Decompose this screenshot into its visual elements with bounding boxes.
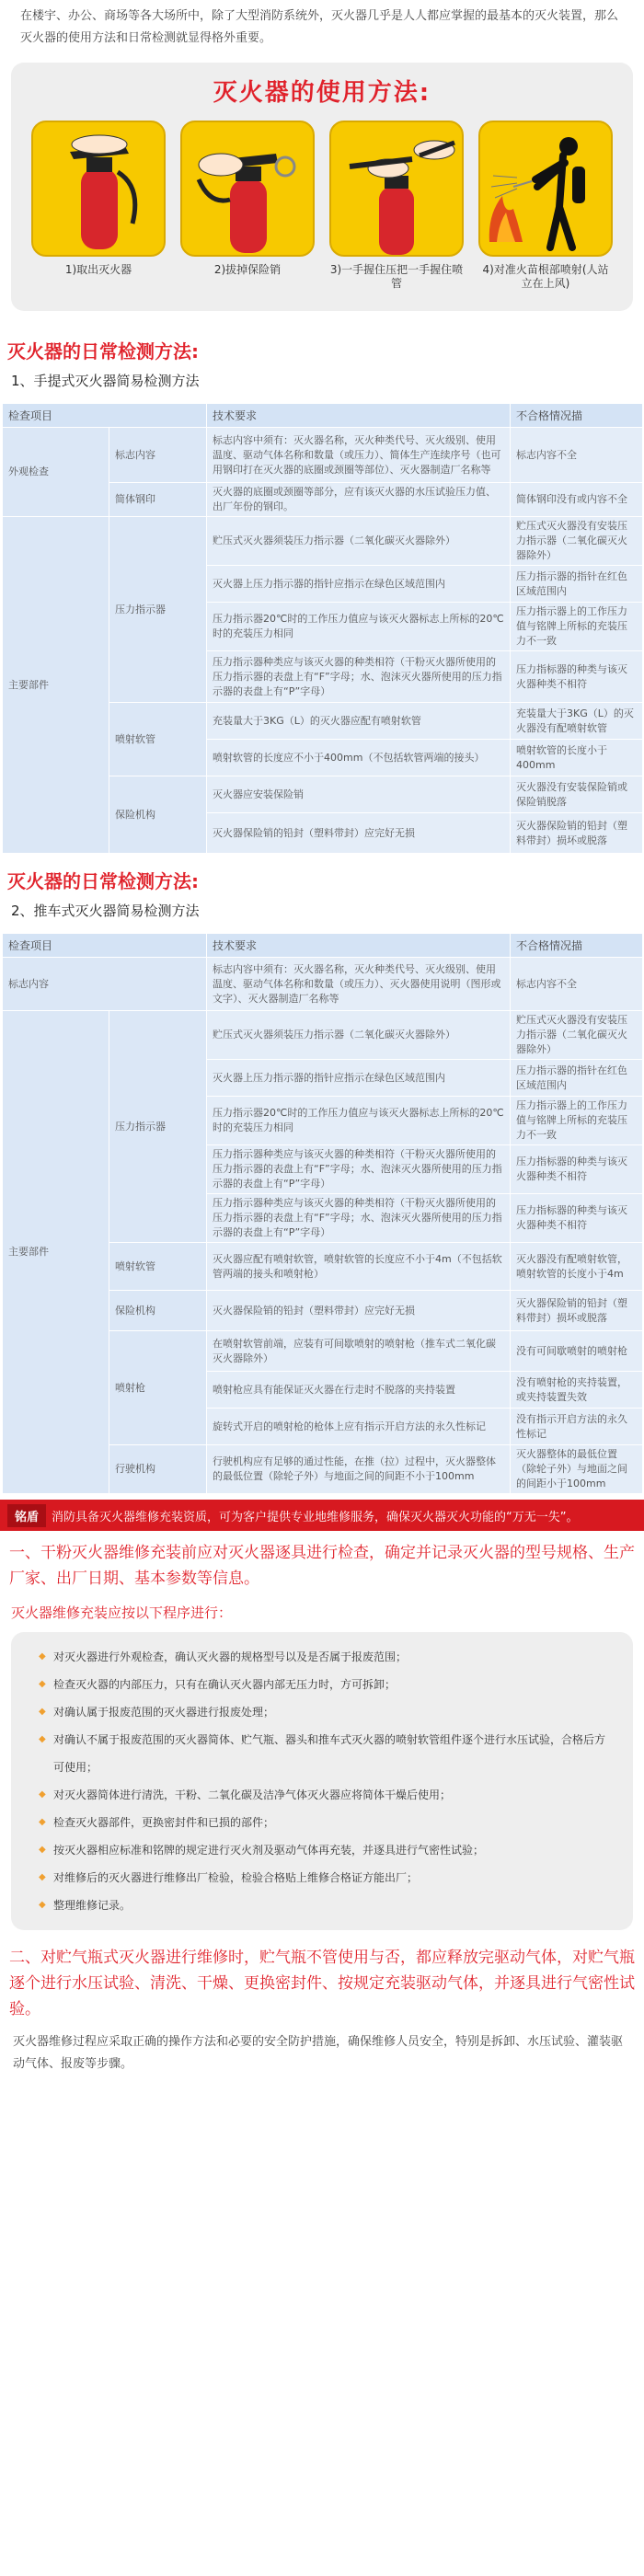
procedure-item: ◆ 对维修后的灭火器进行维修出厂检验，检验合格贴上维修合格证方能出厂； — [53, 1864, 615, 1892]
handheld-check-table — [2, 403, 643, 854]
table-header-cell: 技术要求 — [207, 404, 511, 428]
requirement-cell: 贮压式灭火器须装压力指示器（二氧化碳灭火器除外） — [207, 1011, 511, 1060]
inspection-paragraph: 一、干粉灭火器维修充装前应对灭火器逐具进行检查，确定并记录灭火器的型号规格、生产厂家、出厂日期、基本参数等信息。 — [9, 1544, 635, 1588]
failure-cell: 压力指示器上的工作压力值与铭牌上所标的充装压力不一致 — [511, 1097, 643, 1145]
requirement-cell: 在喷射软管前端，应装有可间歇喷射的喷射枪（推车式二氧化碳灭火器除外） — [207, 1331, 511, 1372]
procedure-item: ◆ 检查灭火器部件，更换密封件和已损的部件； — [53, 1809, 615, 1836]
sub-item-cell: 简体钢印 — [109, 483, 207, 517]
requirement-cell: 灭火器上压力指示器的指针应指示在绿色区域范围内 — [207, 1060, 511, 1097]
failure-cell: 贮压式灭火器没有安装压力指示器（二氧化碳灭火器除外） — [511, 517, 643, 566]
failure-cell: 压力指示器上的工作压力值与铭牌上所标的充装压力不一致 — [511, 603, 643, 651]
grip-handle-illustration — [329, 121, 464, 257]
check-item-cell: 标志内容 — [3, 958, 207, 1011]
cart-subtitle: 2、推车式灭火器简易检测方法 — [11, 903, 200, 919]
sub-item-cell: 喷射软管 — [109, 703, 207, 776]
requirement-cell: 压力指示器种类应与该灭火器的种类相符（干粉灭火器所使用的压力指示器的表盘上有“F”字母；水、泡沫灭火器所使用的压力指示器的表盘上有“P”字母） — [207, 1194, 511, 1243]
handheld-subtitle: 1、手提式灭火器简易检测方法 — [11, 373, 200, 389]
failure-cell: 灭火器没有配喷射软管，喷射软管的长度小于4m — [511, 1243, 643, 1291]
requirement-cell: 充装量大于3KG（L）的灭火器应配有喷射软管 — [207, 703, 511, 740]
failure-cell: 没有指示开启方法的永久性标记 — [511, 1409, 643, 1445]
gas-cylinder-paragraph: 二、对贮气瓶式灭火器进行维修时，贮气瓶不管使用与否，都应释放完驱动气体，对贮气瓶逐个进行水压试验、清洗、干燥、更换密封件、按规定充装驱动气体，并逐具进行气密性试验。 — [9, 1949, 635, 2018]
usage-step-caption: 1)取出灭火器 — [64, 263, 132, 276]
check-item-cell: 主要部件 — [3, 1011, 109, 1494]
requirement-cell: 贮压式灭火器须装压力指示器（二氧化碳灭火器除外） — [207, 517, 511, 566]
notice-text: 消防具备灭火器维修充装资质，可为客户提供专业地维修服务，确保灭火器灭火功能的“万无一失”。 — [52, 1510, 579, 1524]
failure-cell: 压力指示器的指针在红色区域范围内 — [511, 1060, 643, 1097]
requirement-cell: 旋转式开启的喷射枪的枪体上应有指示开启方法的永久性标记 — [207, 1409, 511, 1445]
sub-item-cell: 压力指示器 — [109, 1011, 207, 1243]
requirement-cell: 灭火器保险销的铅封（塑料带封）应完好无损 — [207, 813, 511, 854]
sub-item-cell: 行驶机构 — [109, 1445, 207, 1494]
usage-steps — [11, 108, 633, 291]
table-header-cell: 技术要求 — [207, 934, 511, 958]
failure-cell: 没有可间歇喷射的喷射枪 — [511, 1331, 643, 1372]
intro-paragraph: 在楼宇、办公、商场等各大场所中，除了大型消防系统外，灭火器几乎是人人都应掌握的最基本的灭火装置，那么灭火器的使用方法和日常检测就显得格外重要。 — [20, 9, 619, 45]
requirement-cell: 灭火器应安装保险销 — [207, 776, 511, 813]
failure-cell: 灭火器没有安装保险销或保险销脱落 — [511, 776, 643, 813]
failure-cell: 简体钢印没有或内容不全 — [511, 483, 643, 517]
table-row — [3, 958, 643, 1011]
requirement-cell: 喷射枪应具有能保证灭火器在行走时不脱落的夹持装置 — [207, 1372, 511, 1409]
requirement-cell: 灭火器保险销的铅封（塑料带封）应完好无损 — [207, 1291, 511, 1331]
failure-cell: 贮压式灭火器没有安装压力指示器（二氧化碳灭火器除外） — [511, 1011, 643, 1060]
requirement-cell: 压力指示器20℃时的工作压力值应与该灭火器标志上所标的20℃时的充装压力相同 — [207, 603, 511, 651]
pull-pin-illustration — [180, 121, 315, 257]
procedure-item: ◆ 对确认不属于报废范围的灭火器简体、贮气瓶、器头和推车式灭火器的喷射软管组件逐个进行水压试验，合格后方可使用； — [53, 1726, 615, 1781]
usage-panel — [11, 63, 633, 311]
procedure-item: ◆ 对灭火器进行外观检查，确认灭火器的规格型号以及是否属于报废范围； — [53, 1643, 615, 1671]
table-header-row — [3, 934, 643, 958]
failure-cell: 充装量大于3KG（L）的灭火器没有配喷射软管 — [511, 703, 643, 740]
procedure-item: ◆ 按灭火器相应标准和铭牌的规定进行灭火剂及驱动气体再充装，并逐具进行气密性试验； — [53, 1836, 615, 1864]
failure-cell: 压力指示器的指针在红色区域范围内 — [511, 566, 643, 603]
failure-cell: 压力指标器的种类与该灭火器种类不相符 — [511, 1145, 643, 1194]
failure-cell: 灭火器整体的最低位置（除轮子外）与地面之间的间距小于100mm — [511, 1445, 643, 1494]
failure-cell: 喷射软管的长度小于400mm — [511, 740, 643, 776]
brand-tag: 铭盾 — [7, 1504, 46, 1527]
table-header-cell: 不合格情况描 — [511, 934, 643, 958]
usage-step-4 — [478, 121, 613, 291]
usage-step-2 — [180, 121, 315, 291]
table-header-cell: 检查项目 — [3, 404, 207, 428]
requirement-cell: 标志内容中须有：灭火器名称，灭火种类代号、灭火级别、使用温度、驱动气体名称和数量（或压力）、简体生产连续序号（也可用钢印打在灭火器的底圈或颈圈等部位）、灭火器制造厂名称等 — [207, 428, 511, 483]
procedure-title: 灭火器维修充装应按以下程序进行： — [11, 1604, 233, 1621]
failure-cell: 灭火器保险销的铅封（塑料带封）损坏或脱落 — [511, 1291, 643, 1331]
table-row — [3, 428, 643, 483]
requirement-cell: 灭火器上压力指示器的指针应指示在绿色区域范围内 — [207, 566, 511, 603]
requirement-cell: 灭火器应配有喷射软管，喷射软管的长度应不小于4m（不包括软管两端的接头和喷射枪） — [207, 1243, 511, 1291]
procedure-item: ◆ 对灭火器简体进行清洗，干粉、二氧化碳及洁净气体灭火器应将简体干燥后使用； — [53, 1781, 615, 1809]
safety-paragraph: 灭火器维修过程应采取正确的操作方法和必要的安全防护措施，确保维修人员安全，特别是拆卸、水压试验、灌装驱动气体、报废等步骤。 — [13, 2035, 624, 2071]
requirement-cell: 压力指示器20℃时的工作压力值应与该灭火器标志上所标的20℃时的充装压力相同 — [207, 1097, 511, 1145]
usage-step-caption: 2)拔掉保险销 — [213, 263, 282, 276]
procedure-item: ◆ 整理维修记录。 — [53, 1892, 615, 1919]
procedure-item: ◆ 对确认属于报废范围的灭火器进行报废处理； — [53, 1698, 615, 1726]
table-header-cell: 不合格情况描 — [511, 404, 643, 428]
requirement-cell: 压力指示器种类应与该灭火器的种类相符（干粉灭火器所使用的压力指示器的表盘上有“F”字母；水、泡沫灭火器所使用的压力指示器的表盘上有“P”字母） — [207, 651, 511, 703]
sub-item-cell: 标志内容 — [109, 428, 207, 483]
requirement-cell: 行驶机构应有足够的通过性能，在推（拉）过程中，灭火器整体的最低位置（除轮子外）与地面之间的间距不小于100mm — [207, 1445, 511, 1494]
requirement-cell: 喷射软管的长度应不小于400mm（不包括软管两端的接头） — [207, 740, 511, 776]
take-extinguisher-illustration — [31, 121, 166, 257]
notice-banner — [0, 1500, 644, 1531]
requirement-cell: 标志内容中须有：灭火器名称，灭火种类代号、灭火级别、使用温度、驱动气体名称和数量（或压力）、灭火器使用说明（图形或文字）、灭火器制造厂名称等 — [207, 958, 511, 1011]
sub-item-cell: 压力指示器 — [109, 517, 207, 703]
usage-step-caption: 4)对准火苗根部喷射(人站立在上风) — [482, 263, 609, 290]
daily-check-title-1: 灭火器的日常检测方法: — [7, 340, 199, 362]
failure-cell: 标志内容不全 — [511, 958, 643, 1011]
spray-fire-illustration — [478, 121, 613, 257]
cart-check-table — [2, 933, 643, 1494]
check-item-cell: 外观检查 — [3, 428, 109, 517]
table-header-cell: 检查项目 — [3, 934, 207, 958]
daily-check-title-2: 灭火器的日常检测方法: — [7, 870, 199, 892]
table-row — [3, 1011, 643, 1060]
requirement-cell: 压力指示器种类应与该灭火器的种类相符（干粉灭火器所使用的压力指示器的表盘上有“F”字母；水、泡沫灭火器所使用的压力指示器的表盘上有“P”字母） — [207, 1145, 511, 1194]
usage-title: 灭火器的使用方法: — [213, 79, 431, 107]
usage-step-3 — [329, 121, 464, 291]
failure-cell: 压力指标器的种类与该灭火器种类不相符 — [511, 1194, 643, 1243]
table-header-row — [3, 404, 643, 428]
failure-cell: 灭火器保险销的铅封（塑料带封）损坏或脱落 — [511, 813, 643, 854]
usage-step-1 — [31, 121, 166, 291]
sub-item-cell: 保险机构 — [109, 1291, 207, 1331]
requirement-cell: 灭火器的底圈或颈圈等部分，应有该灭火器的水压试验压力值、出厂年份的钢印。 — [207, 483, 511, 517]
sub-item-cell: 保险机构 — [109, 776, 207, 854]
failure-cell: 标志内容不全 — [511, 428, 643, 483]
check-item-cell: 主要部件 — [3, 517, 109, 854]
usage-step-caption: 3)一手握住压把一手握住喷管 — [329, 263, 464, 290]
sub-item-cell: 喷射软管 — [109, 1243, 207, 1291]
sub-item-cell: 喷射枪 — [109, 1331, 207, 1445]
failure-cell: 压力指标器的种类与该灭火器种类不相符 — [511, 651, 643, 703]
table-row — [3, 517, 643, 566]
procedure-list — [53, 1643, 615, 1919]
procedure-item: ◆ 检查灭火器的内部压力，只有在确认灭火器内部无压力时，方可拆卸； — [53, 1671, 615, 1698]
procedure-panel — [11, 1632, 633, 1930]
failure-cell: 没有喷射枪的夹持装置，或夹持装置失效 — [511, 1372, 643, 1409]
